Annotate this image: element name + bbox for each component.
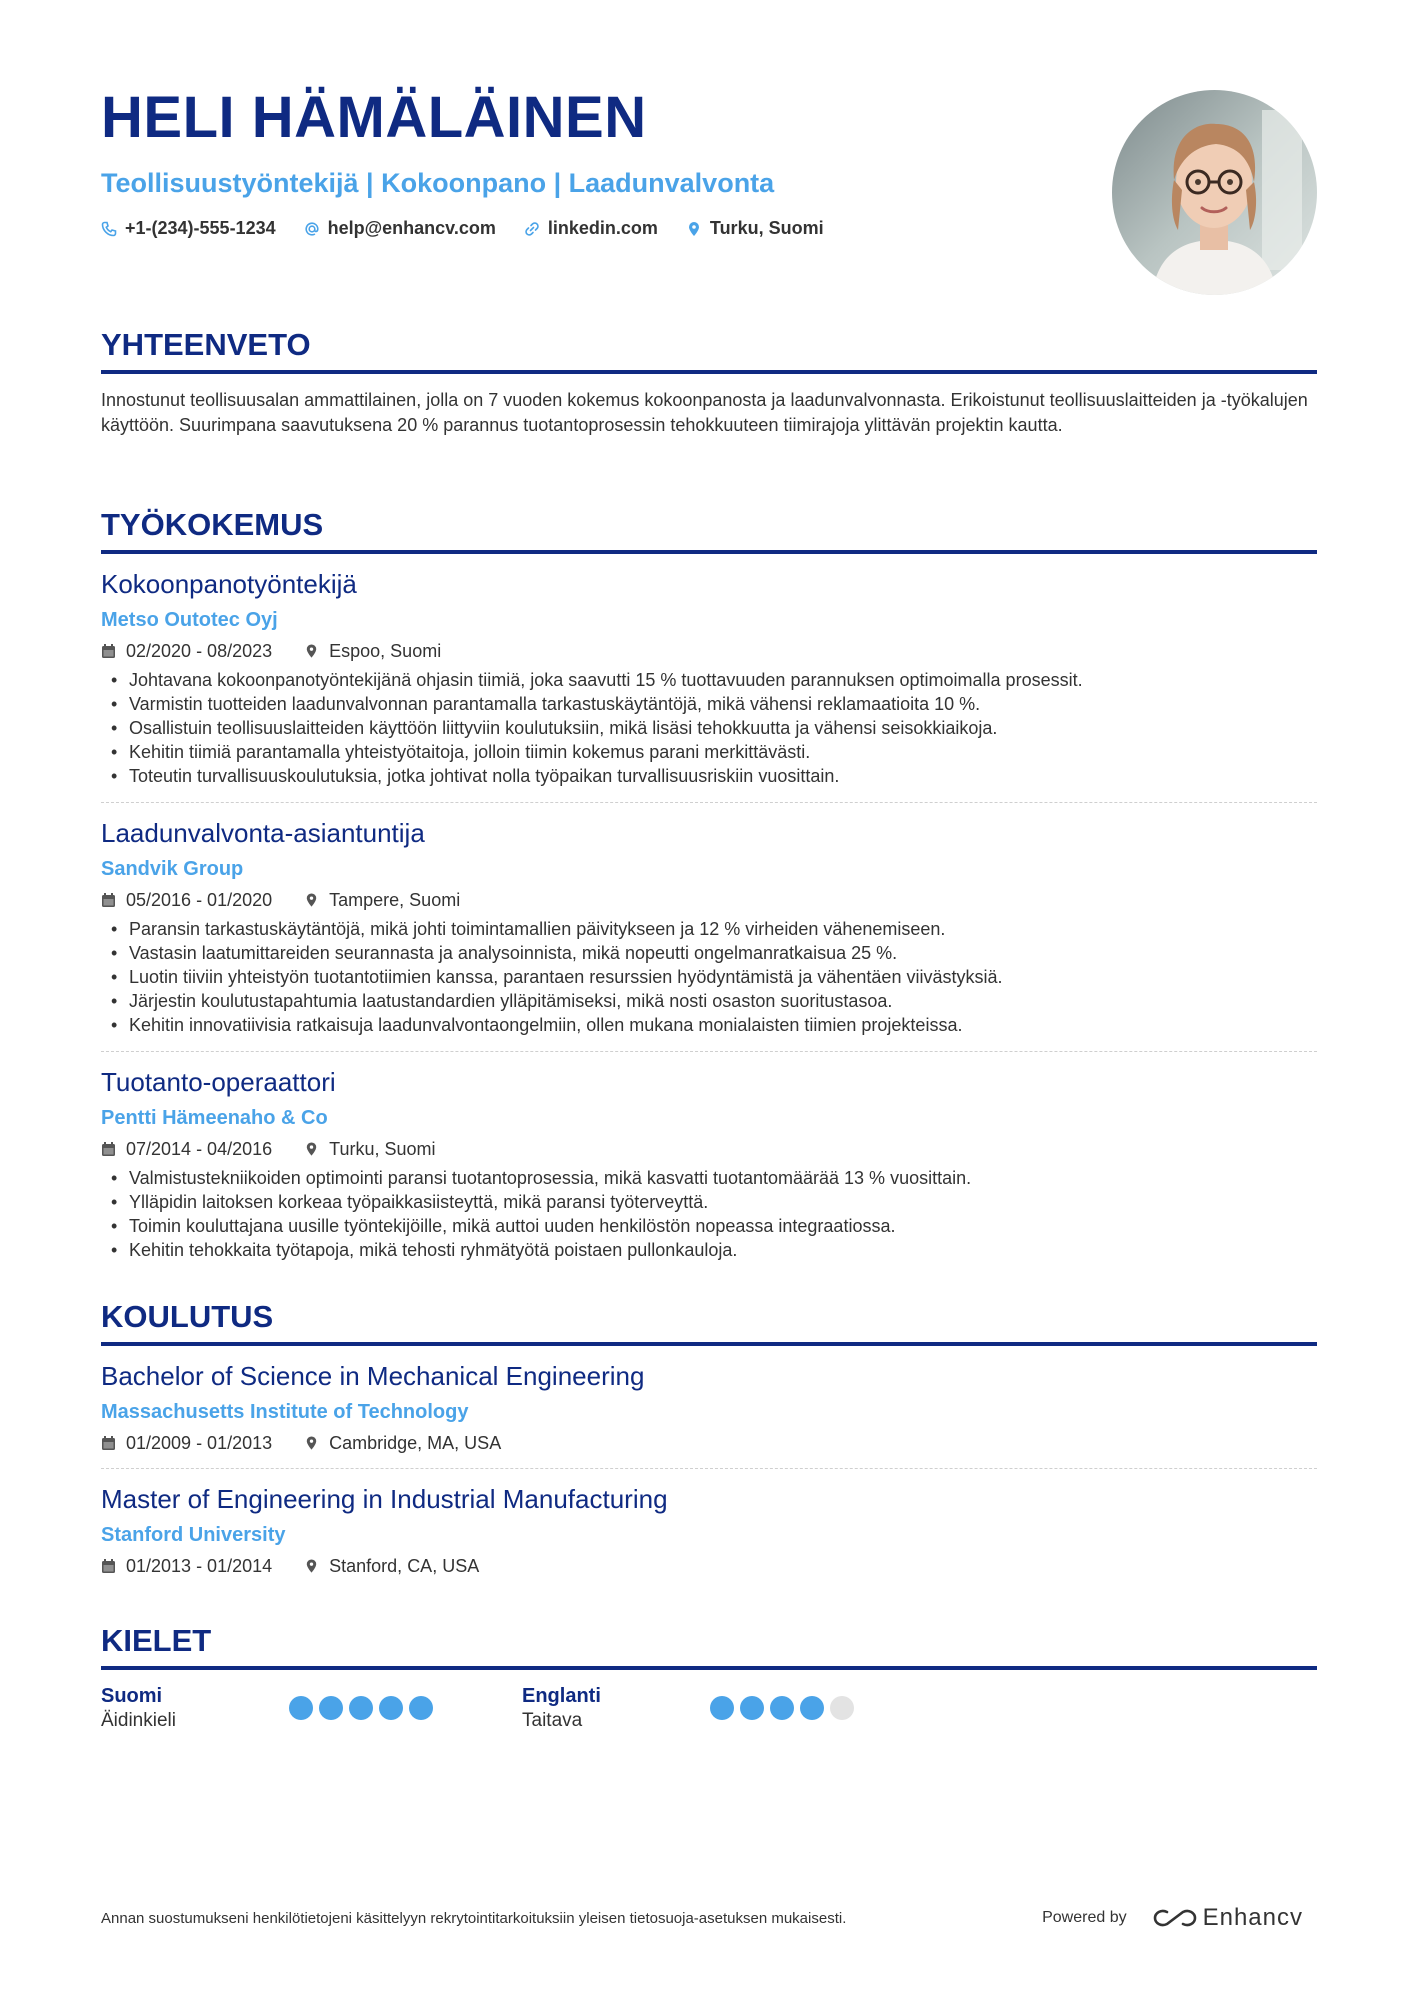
- job-dates: [101, 889, 272, 911]
- education-location-text: Stanford, CA, USA: [329, 1556, 480, 1576]
- education-section: [101, 1298, 1317, 1577]
- job-dates-text: 07/2014 - 04/2016: [126, 1139, 273, 1159]
- contact-list: [101, 218, 1101, 239]
- gdpr-consent-note: Annan suostumukseni henkilötietojeni käsittelyyn rekrytointitarkoituksiin yleisen tietosuoja-asetuksen mukaisesti.: [101, 1909, 847, 1927]
- contact-linkedin[interactable]: [524, 218, 658, 239]
- calendar-icon: [101, 1141, 116, 1157]
- linkedin-text: linkedin.com: [547, 218, 658, 238]
- location-pin-icon: [304, 643, 319, 659]
- bullet-item: • Johtavana kokoonpanotyöntekijänä ohjasin tiimiä, joka saavutti 15 % tuottavuuden parannuksen optimoimalla prosessit.: [101, 668, 1317, 692]
- bullet-item: • Vastasin laatumittareiden seurannasta ja analysoinnista, mikä nopeutti ongelmanratkaisua 25 %.: [101, 941, 1317, 965]
- rating-dot-filled: [319, 1696, 343, 1720]
- section-divider: [101, 1342, 1317, 1346]
- rating-dot-empty: [830, 1696, 854, 1720]
- job-location: [304, 1138, 435, 1160]
- enhancv-logo-icon: [1153, 1907, 1197, 1929]
- bullet-item: • Valmistustekniikoiden optimointi paransi tuotantoprosessia, mikä kasvatti tuotantomäärää 13 % vuosittain.: [101, 1166, 1317, 1190]
- link-icon: [524, 221, 540, 237]
- job-meta: [101, 889, 1317, 911]
- avatar: [1112, 90, 1317, 295]
- candidate-name: HELI HÄMÄLÄINEN: [101, 85, 647, 150]
- job-title: Kokoonpanotyöntekijä: [101, 569, 357, 599]
- school-name: Massachusetts Institute of Technology: [101, 1401, 469, 1423]
- language-item: [522, 1684, 943, 1734]
- email-text: help@enhancv.com: [327, 218, 496, 238]
- entry-divider: [101, 1468, 1317, 1469]
- job-meta: [101, 1138, 1317, 1160]
- rating-dot-filled: [770, 1696, 794, 1720]
- calendar-icon: [101, 1435, 116, 1451]
- job-bullets: [101, 668, 1317, 788]
- page-footer: [101, 1904, 1317, 1932]
- language-level: Äidinkieli: [101, 1710, 176, 1731]
- section-title-summary: YHTEENVETO: [101, 327, 311, 362]
- education-meta: [101, 1555, 1317, 1577]
- degree-title: Bachelor of Science in Mechanical Engineering: [101, 1361, 645, 1391]
- section-divider: [101, 1666, 1317, 1670]
- section-title-experience: TYÖKOKEMUS: [101, 507, 324, 542]
- job-meta: [101, 640, 1317, 662]
- rating-dot-filled: [710, 1696, 734, 1720]
- job-location-text: Turku, Suomi: [329, 1139, 436, 1159]
- bullet-item: • Ylläpidin laitoksen korkeaa työpaikkasiisteyttä, mikä paransi työterveyttä.: [101, 1190, 1317, 1214]
- section-divider: [101, 370, 1317, 374]
- contact-phone[interactable]: [101, 218, 276, 239]
- rating-dot-filled: [409, 1696, 433, 1720]
- calendar-icon: [101, 1558, 116, 1574]
- company-name: Sandvik Group: [101, 858, 244, 880]
- education-meta: [101, 1432, 1317, 1454]
- language-list: [101, 1684, 1317, 1734]
- job-dates-text: 02/2020 - 08/2023: [126, 641, 273, 661]
- profile-photo: [1112, 90, 1317, 295]
- location-pin-icon: [304, 1558, 319, 1574]
- education-dates-text: 01/2013 - 01/2014: [126, 1556, 273, 1576]
- school-name: Stanford University: [101, 1524, 286, 1546]
- resume-header: [101, 84, 1101, 239]
- job-location: [304, 889, 460, 911]
- location-pin-icon: [304, 892, 319, 908]
- degree-title: Master of Engineering in Industrial Manufacturing: [101, 1484, 668, 1514]
- company-name: Metso Outotec Oyj: [101, 609, 278, 631]
- bullet-item: • Kehitin innovatiivisia ratkaisuja laadunvalvontaongelmiin, ollen mukana monialaisten tiimien projekteissa.: [101, 1013, 1317, 1037]
- section-title-education: KOULUTUS: [101, 1299, 274, 1334]
- bullet-item: • Toteutin turvallisuuskoulutuksia, jotka johtivat nolla työpaikan turvallisuusriskiin vuosittain.: [101, 764, 1317, 788]
- contact-location: [686, 218, 824, 239]
- job-location: [304, 640, 441, 662]
- entry-divider: [101, 802, 1317, 803]
- education-entry: [101, 1360, 1317, 1454]
- job-entry: [101, 568, 1317, 788]
- contact-email[interactable]: [304, 218, 496, 239]
- language-name: Suomi: [101, 1685, 163, 1707]
- company-name: Pentti Hämeenaho & Co: [101, 1107, 328, 1129]
- job-dates: [101, 640, 272, 662]
- education-dates: [101, 1432, 272, 1454]
- location-pin-icon: [686, 221, 702, 237]
- bullet-item: • Luotin tiiviin yhteistyön tuotantotiimien kanssa, parantaen resurssien hyödyntämistä ja vähentäen viivästyksiä.: [101, 965, 1317, 989]
- education-dates: [101, 1555, 272, 1577]
- phone-text: +1-(234)-555-1234: [125, 218, 276, 238]
- section-title-languages: KIELET: [101, 1623, 212, 1658]
- rating-dot-filled: [740, 1696, 764, 1720]
- phone-icon: [101, 221, 117, 237]
- bullet-item: • Osallistuin teollisuuslaitteiden käyttöön liittyviin koulutuksiin, mikä lisäsi tehokkuutta ja vähensi seisokkiaikoja.: [101, 716, 1317, 740]
- bullet-item: • Kehitin tehokkaita työtapoja, mikä tehosti ryhmätyötä poistaen pullonkauloja.: [101, 1238, 1317, 1262]
- language-item: [101, 1684, 522, 1734]
- job-title: Tuotanto-operaattori: [101, 1067, 336, 1097]
- education-location: [304, 1432, 501, 1454]
- entry-divider: [101, 1051, 1317, 1052]
- languages-section: [101, 1622, 1317, 1734]
- language-rating: [710, 1696, 854, 1720]
- language-rating: [289, 1696, 433, 1720]
- location-pin-icon: [304, 1141, 319, 1157]
- bullet-item: • Paransin tarkastuskäytäntöjä, mikä johti toimintamallien päivitykseen ja 12 % virheiden vähenemiseen.: [101, 917, 1317, 941]
- bullet-item: • Toimin kouluttajana uusille työntekijöille, mikä auttoi uuden henkilöstön nopeassa integraatiossa.: [101, 1214, 1317, 1238]
- powered-by-label: Powered by: [1042, 1909, 1127, 1926]
- job-entry: [101, 817, 1317, 1037]
- location-pin-icon: [304, 1435, 319, 1451]
- calendar-icon: [101, 643, 116, 659]
- brand-name: Enhancv: [1202, 1904, 1303, 1931]
- at-icon: [304, 221, 320, 237]
- footer-brand[interactable]: [1042, 1904, 1303, 1932]
- location-text: Turku, Suomi: [709, 218, 824, 238]
- job-dates: [101, 1138, 272, 1160]
- section-divider: [101, 550, 1317, 554]
- bullet-item: • Varmistin tuotteiden laadunvalvonnan parantamalla tarkastuskäytäntöjä, mikä vähensi reklamaatioita 10 %.: [101, 692, 1317, 716]
- rating-dot-filled: [289, 1696, 313, 1720]
- bullet-item: • Järjestin koulutustapahtumia laatustandardien ylläpitämiseksi, mikä nosti osaston suoritustasoa.: [101, 989, 1317, 1013]
- education-entry: [101, 1483, 1317, 1577]
- job-title: Laadunvalvonta-asiantuntija: [101, 818, 425, 848]
- job-bullets: [101, 1166, 1317, 1262]
- job-location-text: Espoo, Suomi: [329, 641, 442, 661]
- rating-dot-filled: [379, 1696, 403, 1720]
- job-bullets: [101, 917, 1317, 1037]
- education-location-text: Cambridge, MA, USA: [329, 1433, 502, 1453]
- education-dates-text: 01/2009 - 01/2013: [126, 1433, 273, 1453]
- experience-section: [101, 506, 1317, 1262]
- summary-section: [101, 326, 1317, 438]
- language-level: Taitava: [522, 1710, 583, 1731]
- summary-text: Innostunut teollisuusalan ammattilainen, jolla on 7 vuoden kokemus kokoonpanosta ja laadunvalvonnasta. Erikoistunut teollisuuslaitteiden ja -työkalujen käyttöön. Suurimpana saavutuksena 20 % parannus tuotantoprosessin tehokkuuteen tiimirajoja ylittävän projektin kautta.: [101, 390, 1308, 435]
- language-name: Englanti: [522, 1685, 601, 1707]
- candidate-headline: Teollisuustyöntekijä | Kokoonpano | Laadunvalvonta: [101, 168, 775, 198]
- job-location-text: Tampere, Suomi: [329, 890, 461, 910]
- enhancv-logo: [1153, 1904, 1303, 1932]
- job-dates-text: 05/2016 - 01/2020: [126, 890, 273, 910]
- calendar-icon: [101, 892, 116, 908]
- rating-dot-filled: [800, 1696, 824, 1720]
- education-location: [304, 1555, 479, 1577]
- rating-dot-filled: [349, 1696, 373, 1720]
- job-entry: [101, 1066, 1317, 1262]
- bullet-item: • Kehitin tiimiä parantamalla yhteistyötaitoja, jolloin tiimin kokemus parani merkittävästi.: [101, 740, 1317, 764]
